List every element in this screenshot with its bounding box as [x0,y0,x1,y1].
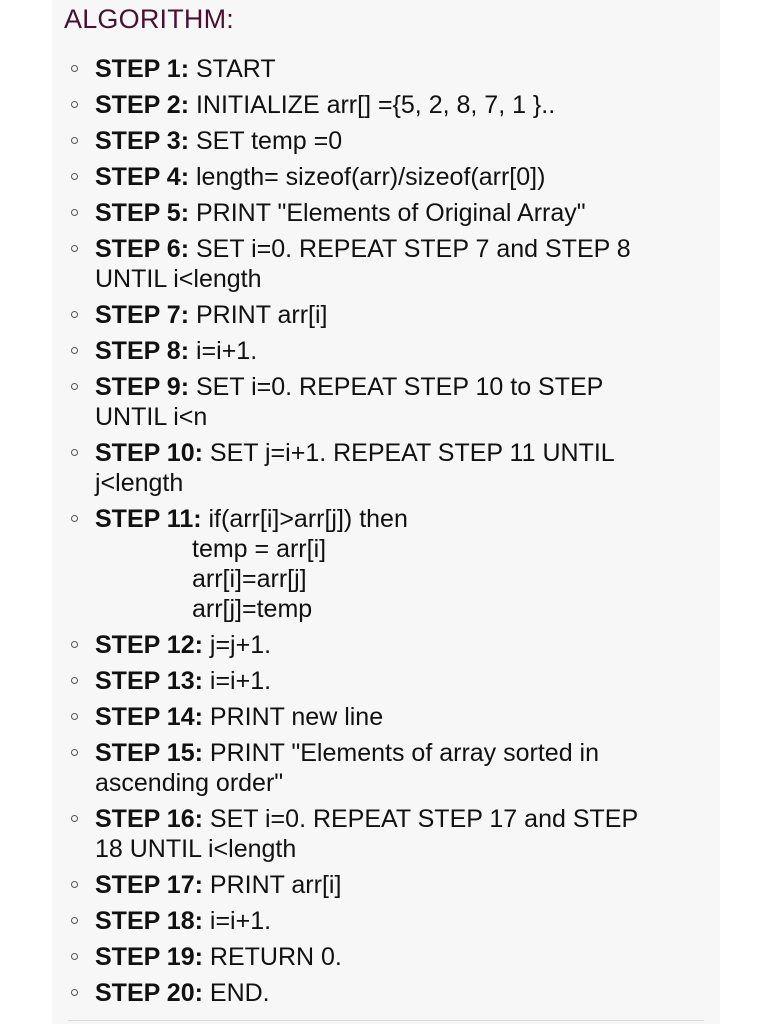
bullet-icon [71,383,78,390]
step-text: PRINT arr[i] [209,871,342,899]
step-item [52,336,720,366]
bullet-icon [71,953,78,960]
code-line: arr[i]=arr[j] [192,565,307,593]
steps-list [52,54,720,1014]
step-text-continued: UNTIL i<n [95,403,208,431]
step-item [52,702,720,732]
step-text-continued: j<length [95,469,184,497]
step-text: SET temp =0 [195,127,343,155]
step-label: STEP 12: [95,631,203,659]
step-text: i=i+1. [209,667,272,695]
step-label: STEP 15: [95,739,203,767]
bullet-icon [71,245,78,252]
bullet-icon [71,173,78,180]
step-item [52,666,720,696]
step-label: STEP 20: [95,979,203,1007]
step-item [52,162,720,192]
step-label: STEP 16: [95,805,203,833]
bullet-icon [71,209,78,216]
step-item [52,438,720,498]
step-item [52,942,720,972]
step-label: STEP 19: [95,943,203,971]
page-title: ALGORITHM: [64,4,235,34]
step-item [52,198,720,228]
code-line: arr[j]=temp [192,595,313,623]
step-text-continued: 18 UNTIL i<length [95,835,297,863]
bullet-icon [71,881,78,888]
step-item [52,738,720,798]
bullet-icon [71,515,78,522]
step-label: STEP 9: [95,373,190,401]
step-text: PRINT "Elements of array sorted in [209,739,600,767]
bullet-icon [71,347,78,354]
step-label: STEP 3: [95,127,190,155]
step-item [52,978,720,1008]
bullet-icon [71,713,78,720]
step-text: SET i=0. REPEAT STEP 7 and STEP 8 [195,235,631,263]
step-label: STEP 13: [95,667,203,695]
bullet-icon [71,677,78,684]
step-item [52,234,720,294]
step-text: i=i+1. [209,907,272,935]
bullet-icon [71,917,78,924]
step-label: STEP 7: [95,301,190,329]
step-text: if(arr[i]>arr[j]) then [208,505,408,533]
step-text: length= sizeof(arr)/sizeof(arr[0]) [195,163,546,191]
step-label: STEP 1: [95,55,190,83]
step-item [52,90,720,120]
step-label: STEP 5: [95,199,190,227]
bullet-icon [71,749,78,756]
bullet-icon [71,65,78,72]
step-text: PRINT "Elements of Original Array" [195,199,586,227]
step-item [52,372,720,432]
bullet-icon [71,989,78,996]
step-item [52,804,720,864]
step-text: START [195,55,276,83]
step-item [52,630,720,660]
step-label: STEP 8: [95,337,190,365]
step-text: i=i+1. [195,337,258,365]
step-text: SET j=i+1. REPEAT STEP 11 UNTIL [209,439,615,467]
step-text-continued: ascending order" [95,769,284,797]
step-text: PRINT arr[i] [195,301,328,329]
bullet-icon [71,641,78,648]
step-label: STEP 6: [95,235,190,263]
algorithm-page [52,0,720,1024]
step-label: STEP 17: [95,871,203,899]
step-text: INITIALIZE arr[] ={5, 2, 8, 7, 1 }.. [195,91,556,119]
bullet-icon [71,137,78,144]
step-text: END. [209,979,270,1007]
step-text: j=j+1. [209,631,272,659]
step-item [52,906,720,936]
bullet-icon [71,815,78,822]
step-text: SET i=0. REPEAT STEP 10 to STEP [195,373,604,401]
step-item [52,54,720,84]
step-text: SET i=0. REPEAT STEP 17 and STEP [209,805,639,833]
step-label: STEP 10: [95,439,203,467]
step-item [52,300,720,330]
bullet-icon [71,311,78,318]
step-label: STEP 18: [95,907,203,935]
step-label: STEP 11: [95,505,202,533]
step-label: STEP 2: [95,91,190,119]
step-text: RETURN 0. [209,943,342,971]
code-line: temp = arr[i] [192,535,327,563]
bullet-icon [71,101,78,108]
step-item [52,126,720,156]
step-label: STEP 14: [95,703,203,731]
step-item [52,870,720,900]
step-label: STEP 4: [95,163,190,191]
step-text-continued: UNTIL i<length [95,265,262,293]
step-item [52,504,720,624]
bullet-icon [71,449,78,456]
step-text: PRINT new line [209,703,384,731]
divider [68,1020,704,1021]
